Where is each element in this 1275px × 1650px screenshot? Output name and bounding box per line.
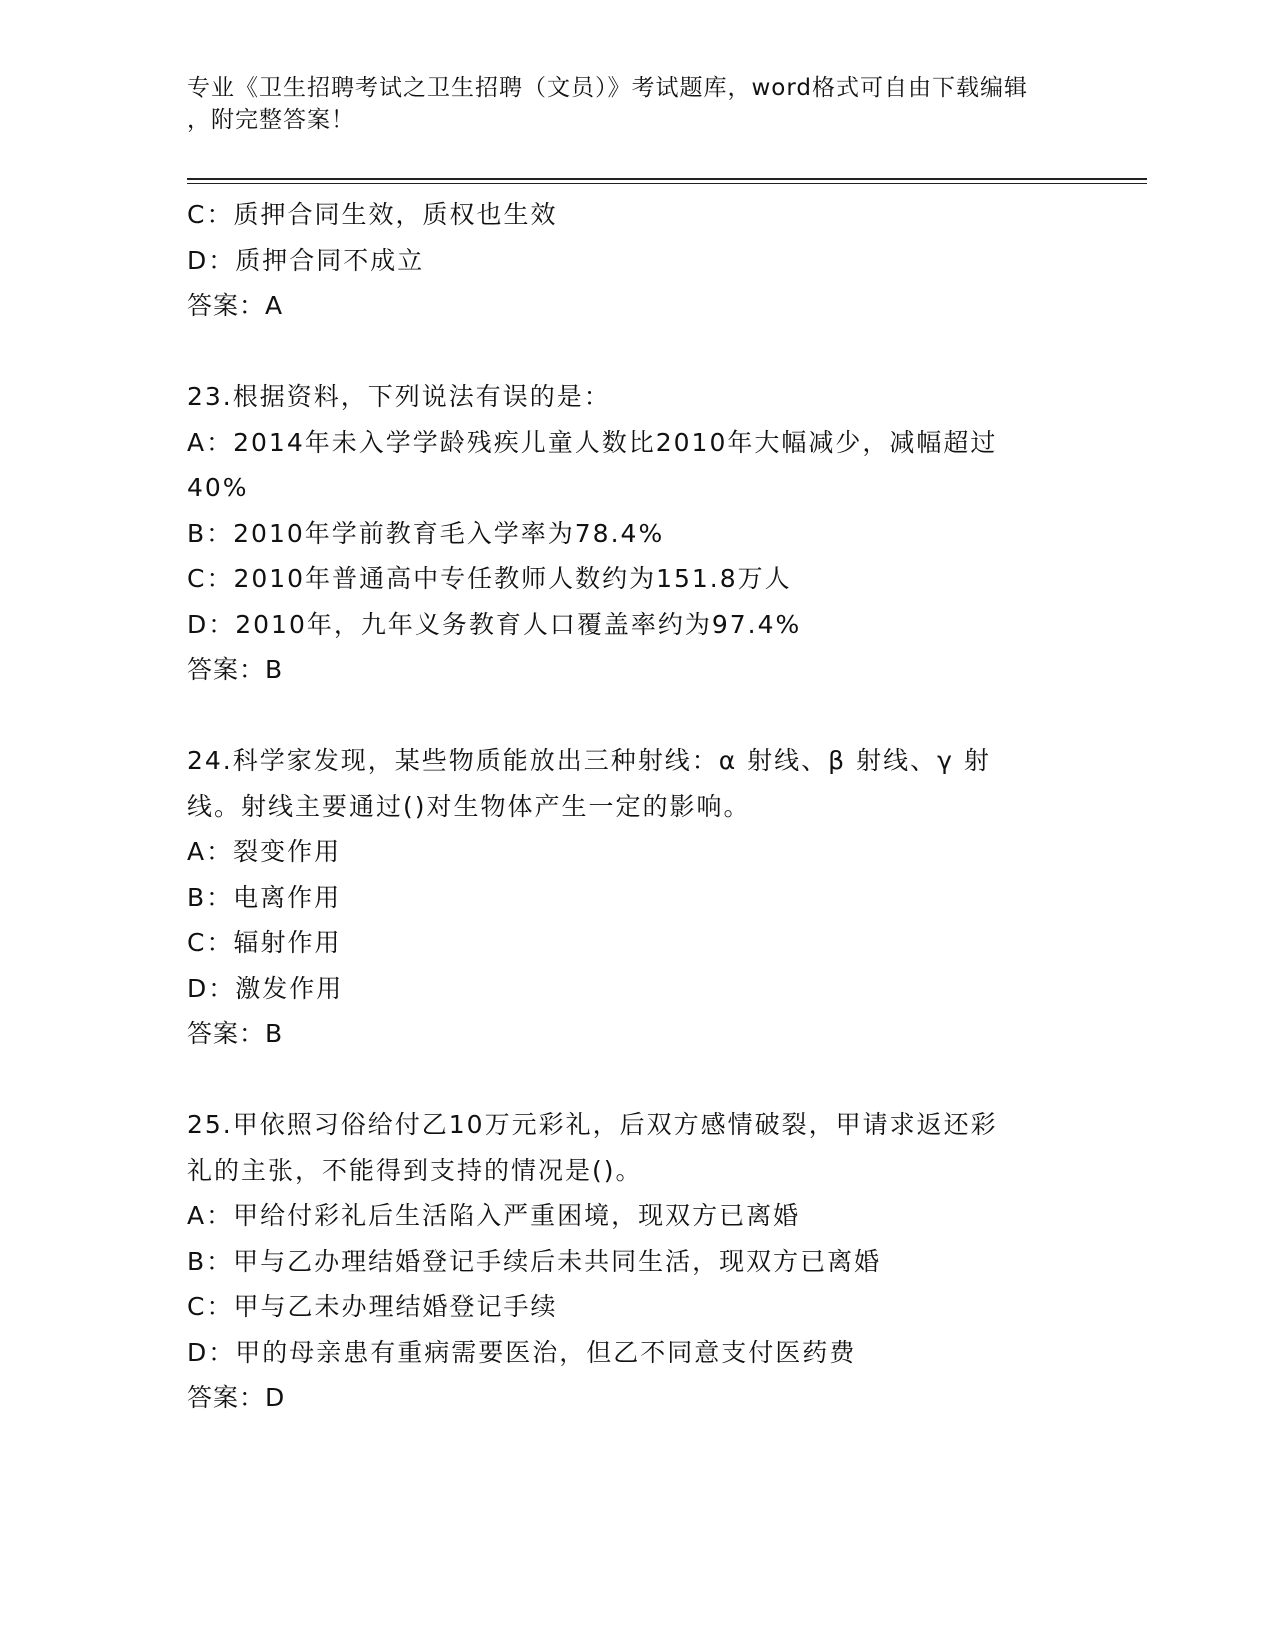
q25-answer: 答案：D <box>187 1383 286 1412</box>
spacer <box>187 329 1067 375</box>
q22-option-d: D：质押合同不成立 <box>187 245 425 275</box>
q24-stem: 24.科学家发现，某些物质能放出三种射线：α 射线、β 射线、γ 射 <box>187 746 991 775</box>
q23-option-c: C：2010年普通高中专任教师人数约为151.8万人 <box>187 564 792 593</box>
question-25 <box>187 1102 1067 1421</box>
q23-option-d: D：2010年，九年义务教育人口覆盖率约为97.4% <box>187 609 802 639</box>
q25-option-b: B：甲与乙办理结婚登记手续后未共同生活，现双方已离婚 <box>187 1246 882 1276</box>
header-line-1: 专业《卫生招聘考试之卫生招聘（文员）》考试题库，word格式可自由下载编辑 <box>187 75 1029 101</box>
q24-option-b: B：电离作用 <box>187 882 342 912</box>
question-22-continued <box>187 192 1067 329</box>
q24-stem-cont: 线。射线主要通过()对生物体产生一定的影响。 <box>187 791 751 821</box>
q22-option-c: C：质押合同生效，质权也生效 <box>187 200 558 229</box>
document-header <box>187 72 1067 136</box>
q22-answer: 答案：A <box>187 291 284 320</box>
q24-option-a: A：裂变作用 <box>187 837 342 866</box>
header-divider <box>187 178 1147 184</box>
q24-answer: 答案：B <box>187 1019 284 1048</box>
spacer <box>187 693 1067 739</box>
q23-option-b: B：2010年学前教育毛入学率为78.4% <box>187 518 665 548</box>
q25-option-c: C：甲与乙未办理结婚登记手续 <box>187 1292 558 1321</box>
q24-option-d: D：激发作用 <box>187 973 344 1003</box>
q25-option-a: A：甲给付彩礼后生活陷入严重困境，现双方已离婚 <box>187 1201 801 1230</box>
q23-option-a: A：2014年未入学学龄残疾儿童人数比2010年大幅减少，减幅超过 <box>187 427 998 457</box>
question-23 <box>187 374 1067 693</box>
question-24 <box>187 738 1067 1057</box>
header-line-2: ，附完整答案！ <box>187 107 355 133</box>
q25-stem-cont: 礼的主张，不能得到支持的情况是()。 <box>187 1155 643 1185</box>
q24-option-c: C：辐射作用 <box>187 928 342 957</box>
question-list <box>187 192 1067 1421</box>
q23-answer: 答案：B <box>187 655 284 684</box>
q25-option-d: D：甲的母亲患有重病需要医治，但乙不同意支付医药费 <box>187 1337 857 1367</box>
q23-stem: 23.根据资料，下列说法有误的是： <box>187 382 611 411</box>
spacer <box>187 1057 1067 1103</box>
q25-stem: 25.甲依照习俗给付乙10万元彩礼，后双方感情破裂，甲请求返还彩 <box>187 1110 998 1139</box>
q23-option-a-cont: 40% <box>187 473 249 502</box>
